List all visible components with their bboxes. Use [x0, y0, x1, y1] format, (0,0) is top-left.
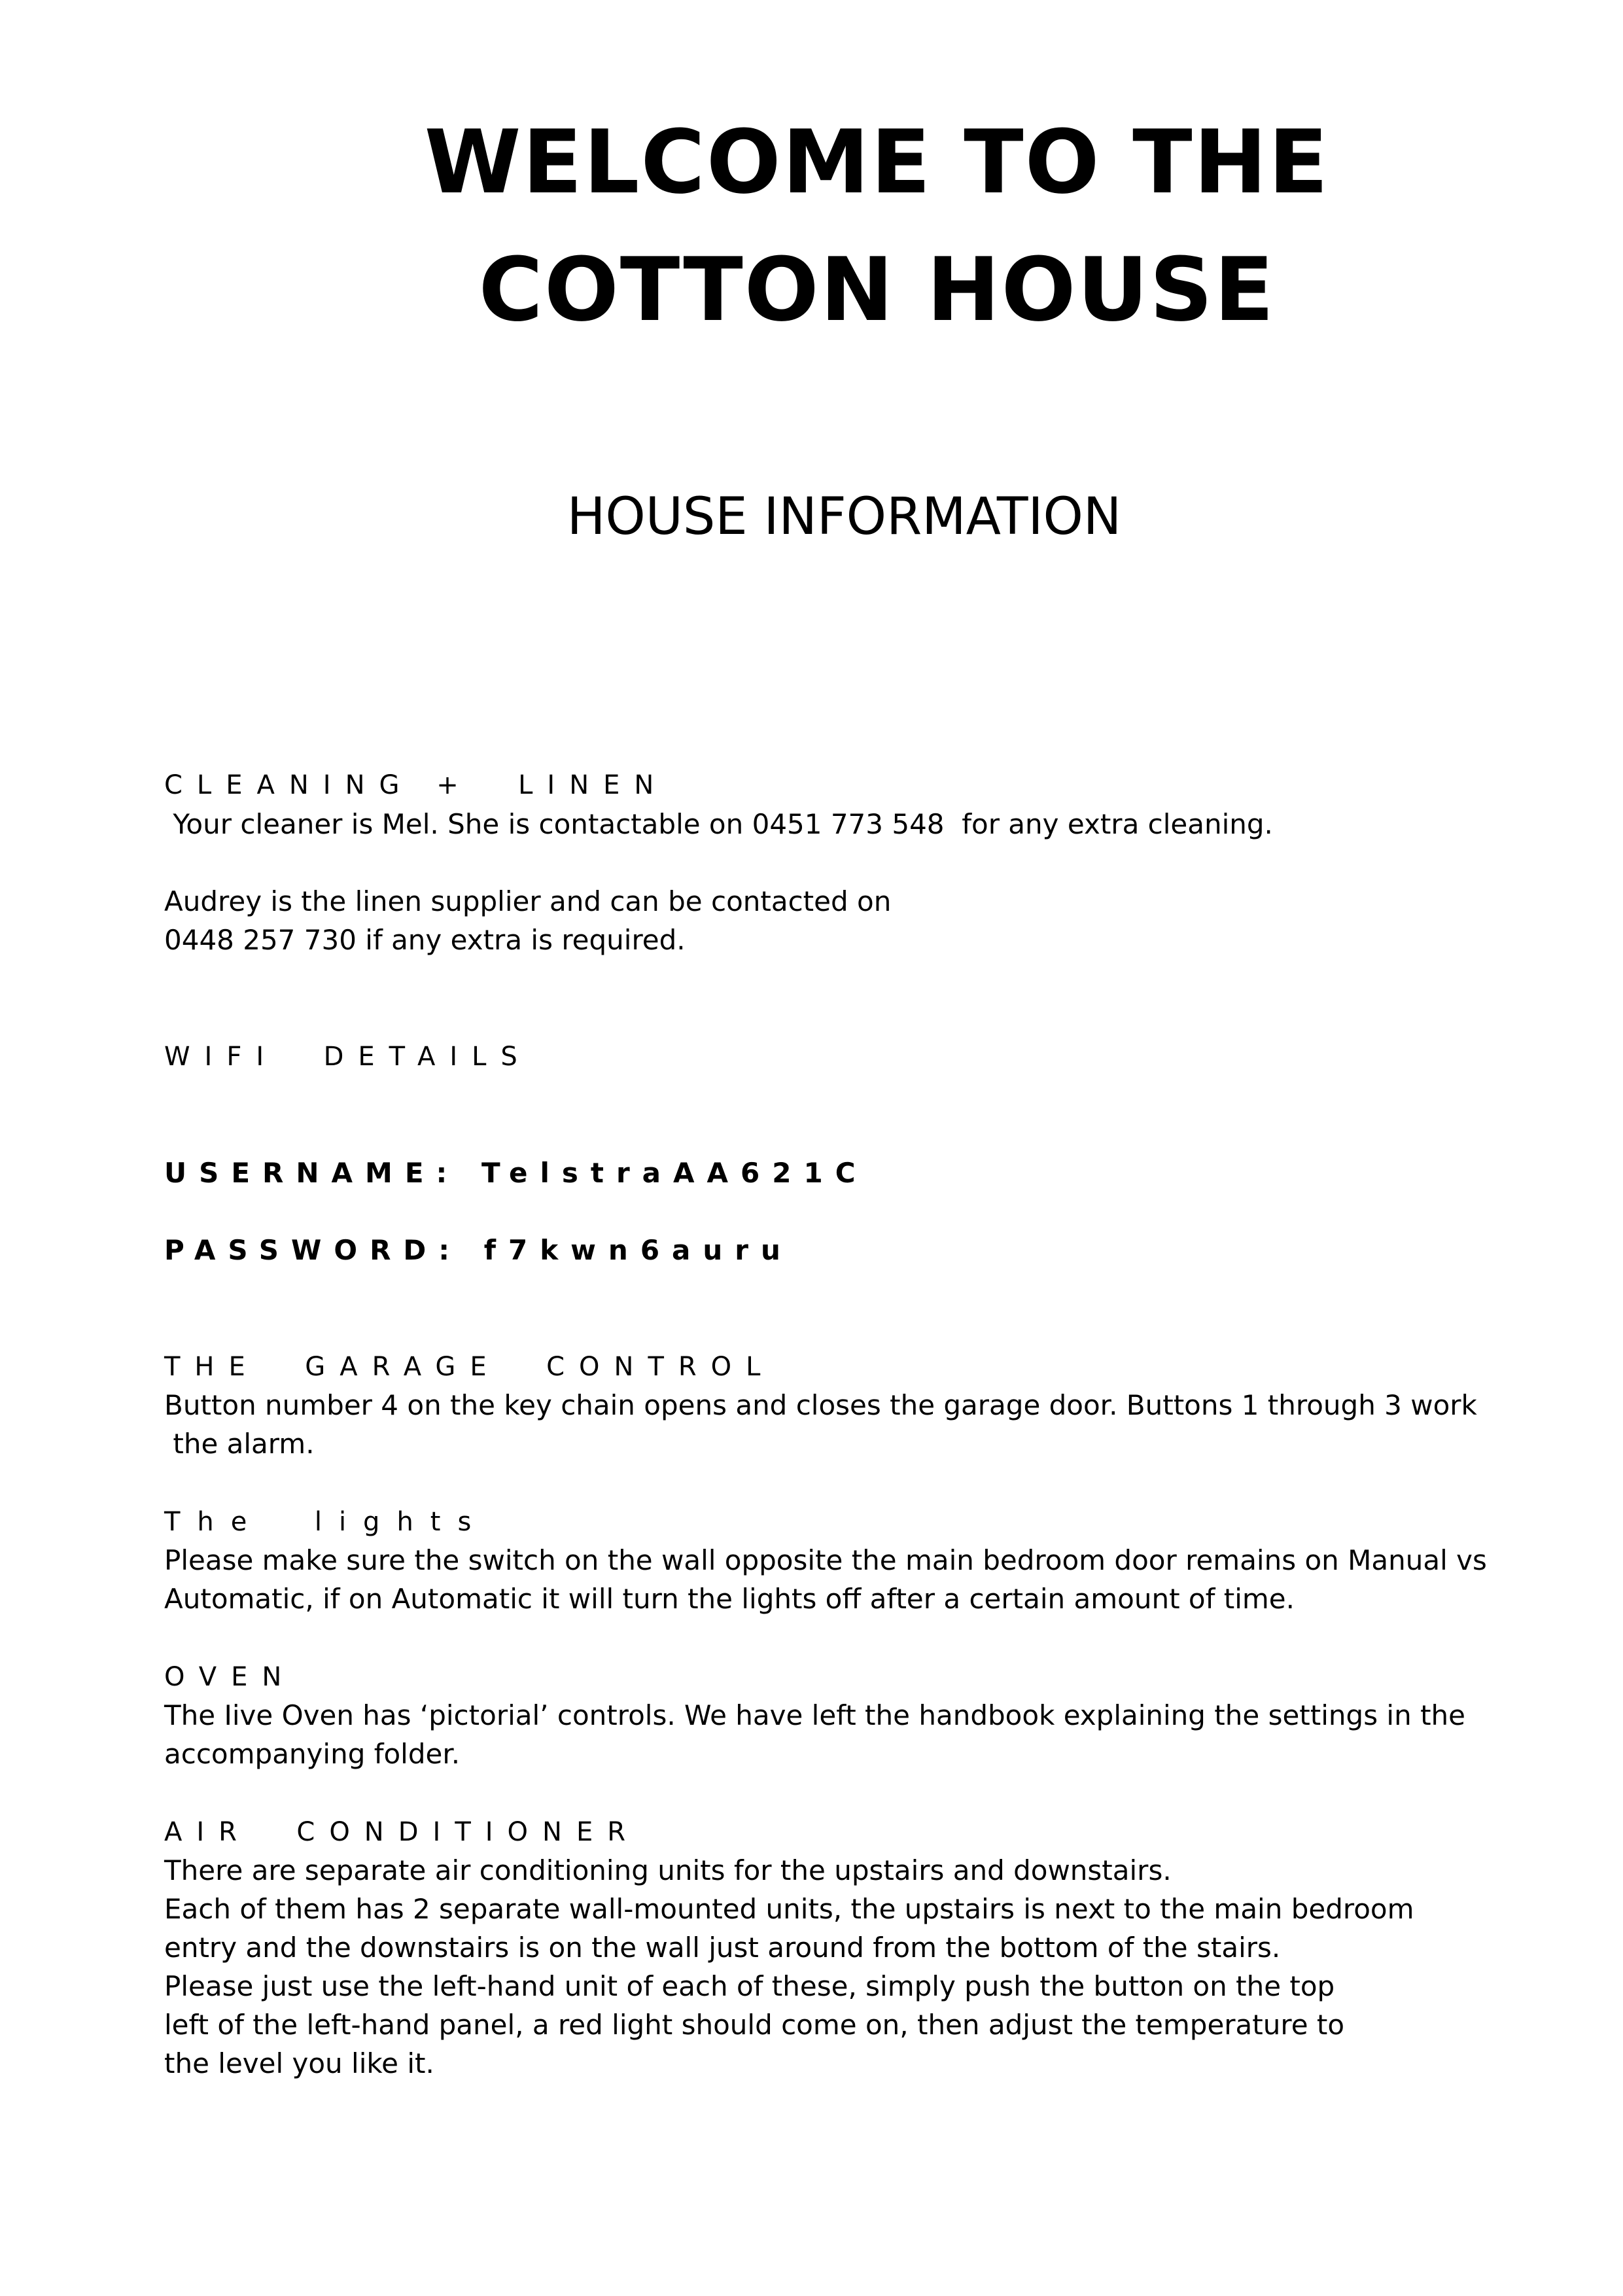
oven-heading: OVEN — [164, 1662, 296, 1692]
lights-heading: The lights — [164, 1507, 489, 1537]
linen-text-line: 0448 257 730 if any extra is required. — [164, 924, 686, 956]
aircon-text-line: entry and the downstairs is on the wall just around from the bottom of the stairs. — [164, 1932, 1281, 1964]
garage-text-line: Button number 4 on the key chain opens and closes the garage door. Buttons 1 through 3 work — [164, 1389, 1477, 1421]
oven-text-line: accompanying folder. — [164, 1738, 461, 1770]
linen-text-line: Audrey is the linen supplier and can be contacted on — [164, 885, 892, 917]
aircon-text-line: There are separate air conditioning units for the upstairs and downstairs. — [164, 1854, 1172, 1886]
aircon-text-line: Please just use the left-hand unit of each of these, simply push the button on the top — [164, 1970, 1335, 2002]
lights-text-line: Automatic, if on Automatic it will turn the lights off after a certain amount of time. — [164, 1583, 1295, 1615]
page-title-line-2: COTTON HOUSE — [478, 239, 1276, 341]
garage-text-line: the alarm. — [164, 1428, 315, 1460]
oven-text-line: The Iive Oven has ‘pictorial’ controls. We have left the handbook explaining the settings in the — [164, 1699, 1465, 1731]
cleaning-heading: CLEANING + LINEN — [164, 770, 669, 800]
aircon-text-line: Each of them has 2 separate wall-mounted units, the upstairs is next to the main bedroom — [164, 1893, 1414, 1925]
page-title-line-1: WELCOME TO THE — [424, 111, 1330, 213]
wifi-heading: WIFI DETAILS — [164, 1042, 532, 1072]
aircon-text-line: left of the left-hand panel, a red light should come on, then adjust the temperature to — [164, 2009, 1345, 2041]
garage-heading: THE GARAGE CONTROL — [164, 1352, 775, 1382]
cleaning-text-line: Your cleaner is Mel. She is contactable on 0451 773 548 for any extra cleaning. — [164, 808, 1273, 840]
wifi-username: USERNAME: TelstraAA621C — [164, 1157, 868, 1189]
aircon-heading: AIR CONDITIONER — [164, 1817, 640, 1847]
lights-text-line: Please make sure the switch on the wall opposite the main bedroom door remains on Manual vs — [164, 1544, 1487, 1576]
wifi-password: PASSWORD: f7kwn6auru — [164, 1234, 793, 1266]
aircon-text-line: the level you like it. — [164, 2047, 434, 2079]
page-subtitle: HOUSE INFORMATION — [567, 487, 1122, 546]
